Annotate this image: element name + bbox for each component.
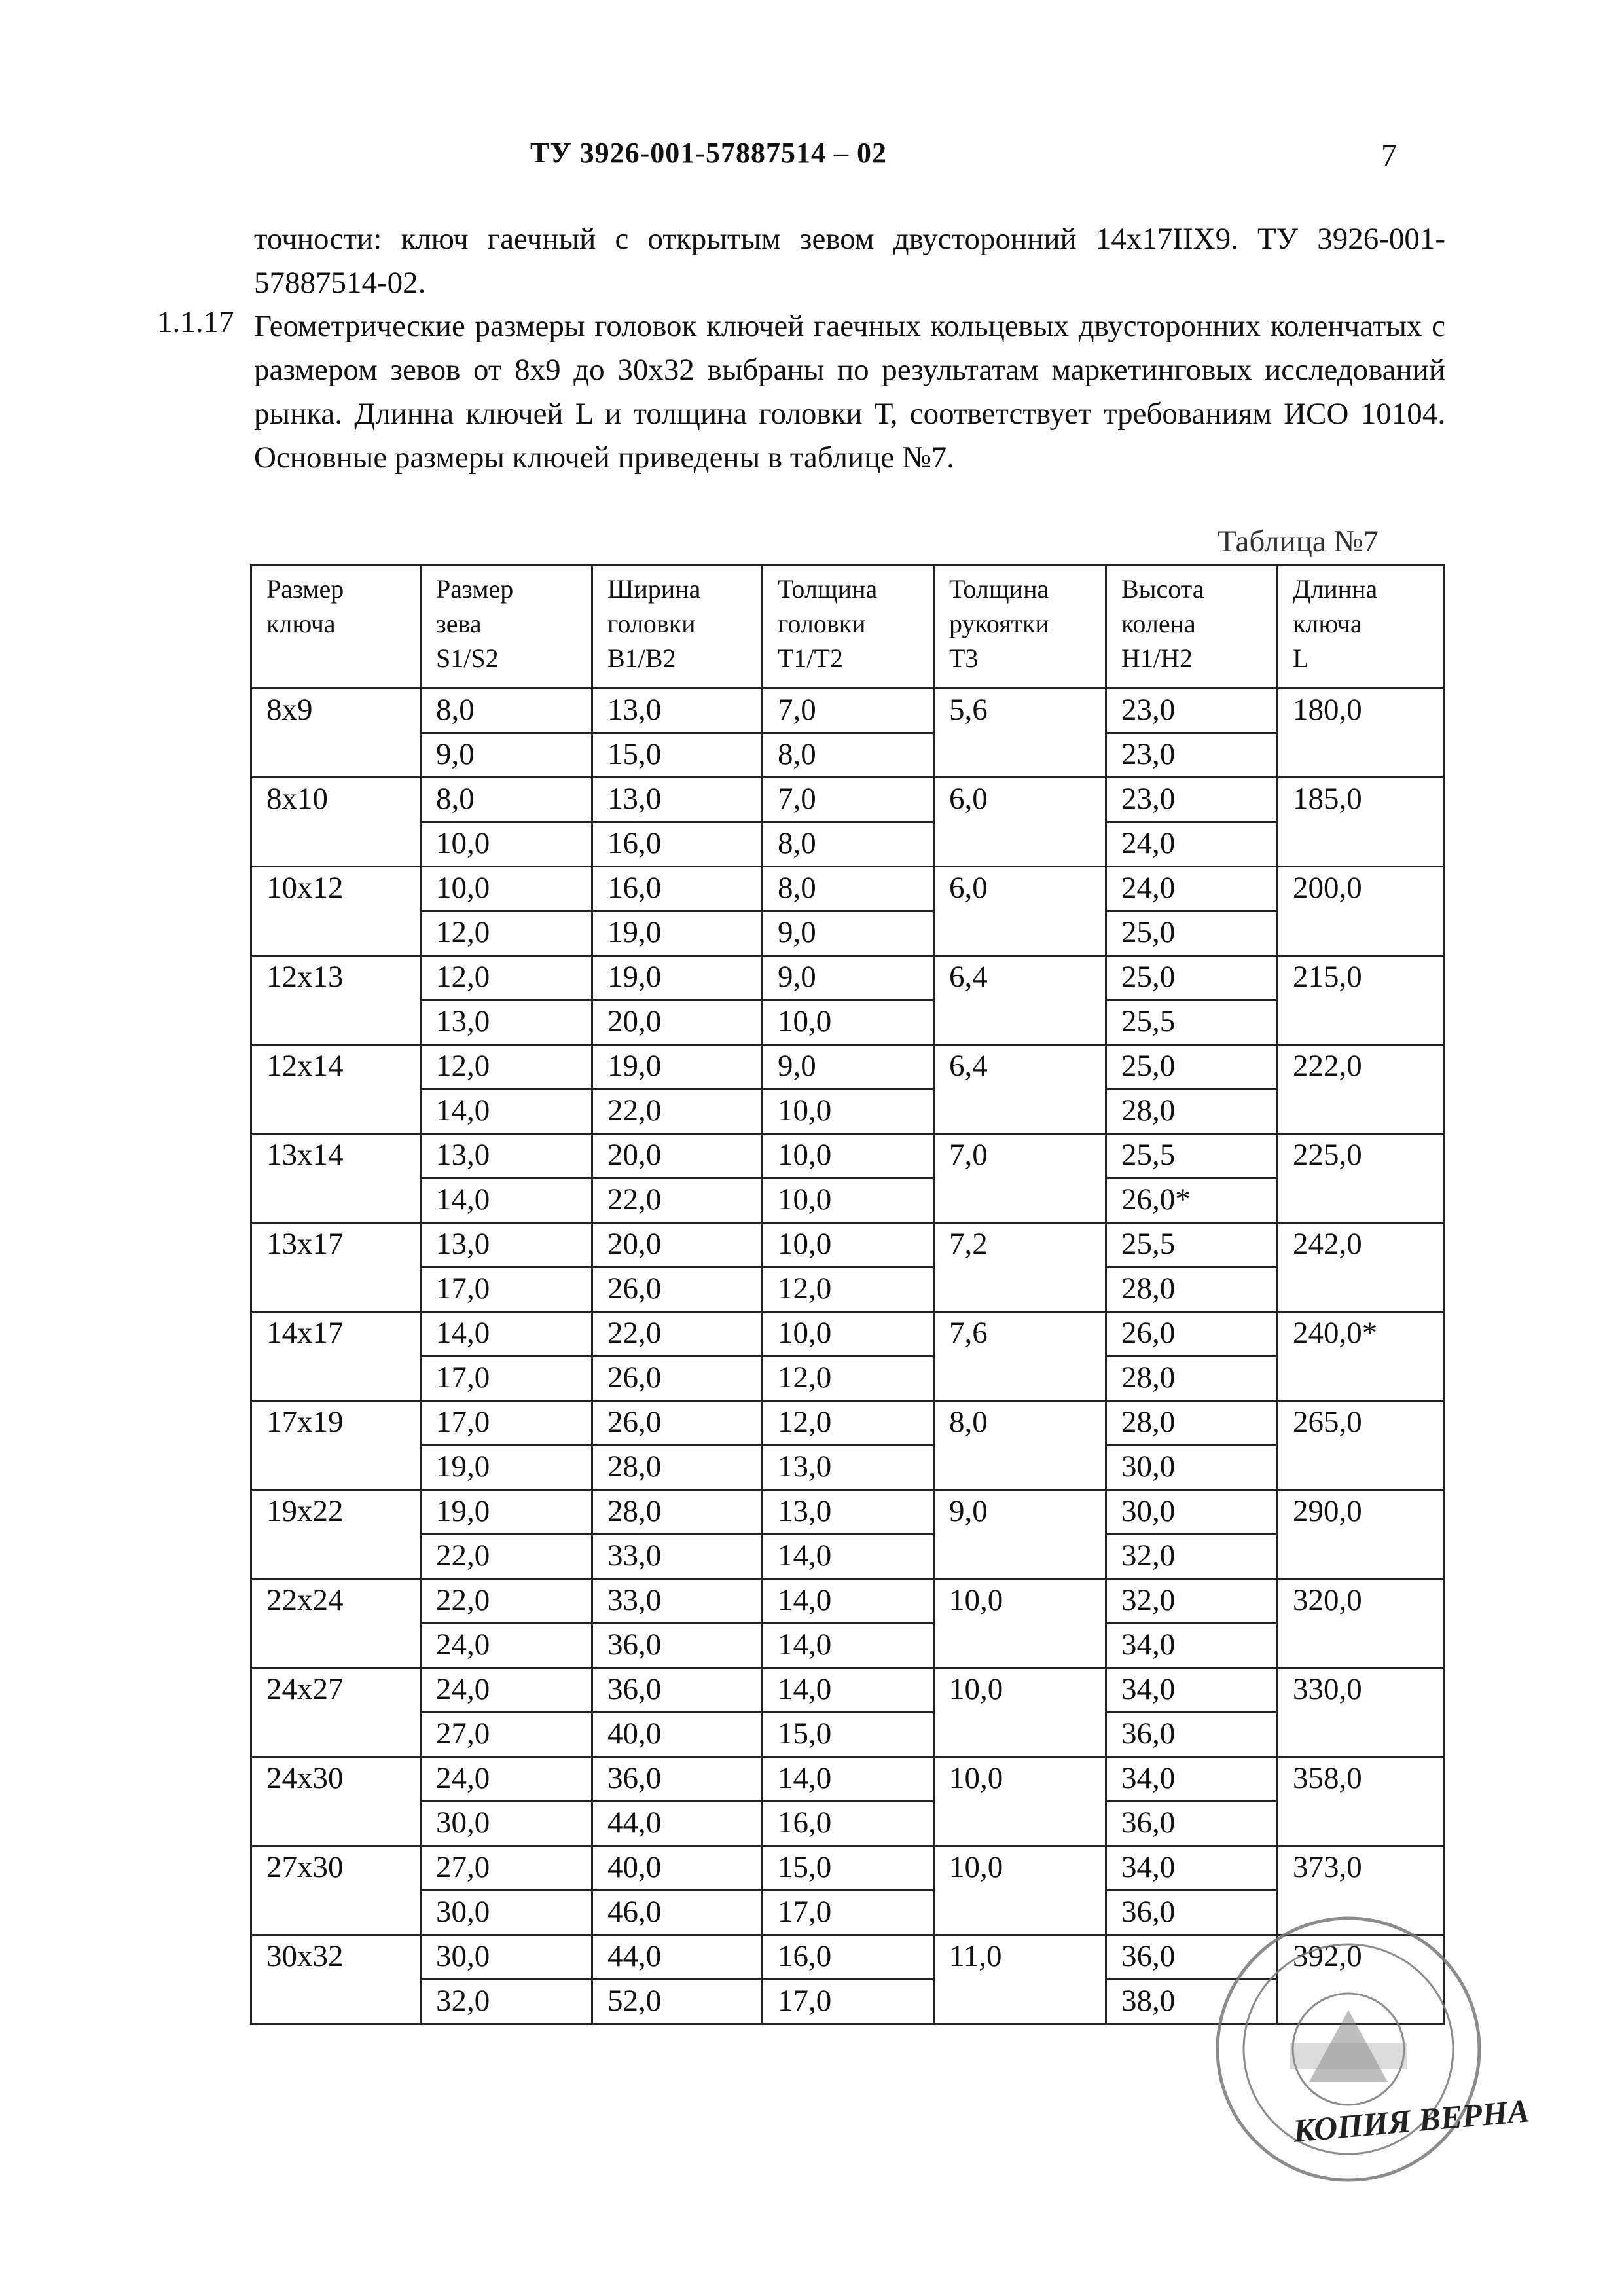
table-cell: 30,0 <box>421 1891 592 1935</box>
table-cell: 13,0 <box>763 1446 934 1490</box>
table-row <box>251 1802 1445 1846</box>
table-cell: 8,0 <box>421 778 592 822</box>
table-row <box>251 689 1445 733</box>
column-header <box>592 566 763 689</box>
table-cell: 12,0 <box>763 1401 934 1446</box>
column-header-line: Размер <box>266 574 344 604</box>
table-row <box>251 1446 1445 1490</box>
column-header <box>1278 566 1445 689</box>
table-cell: 9,0 <box>763 956 934 1000</box>
table-cell: 22,0 <box>421 1579 592 1624</box>
paragraph-continuation: точности: ключ гаечный с открытым зевом двусторонний 14х17IIХ9. ТУ 3926-001-57887514-02. <box>254 222 1445 300</box>
table-cell: 20,0 <box>592 1000 763 1045</box>
table-cell: 392,0 <box>1278 1935 1445 2024</box>
column-header-line: Длинна <box>1293 574 1378 604</box>
table-cell: 13х17 <box>251 1223 421 1312</box>
table-cell: 28,0 <box>592 1490 763 1535</box>
table-cell: 11,0 <box>934 1935 1106 2024</box>
table-cell: 9,0 <box>934 1490 1106 1579</box>
table-cell: 12,0 <box>421 1045 592 1089</box>
table-row <box>251 1357 1445 1401</box>
table-cell: 13,0 <box>421 1223 592 1267</box>
table-row <box>251 1846 1445 1891</box>
table-cell: 8х9 <box>251 689 421 778</box>
table-cell: 10,0 <box>763 1000 934 1045</box>
table-cell: 24,0 <box>1106 867 1278 911</box>
table-cell: 290,0 <box>1278 1490 1445 1579</box>
table-cell: 36,0 <box>1106 1802 1278 1846</box>
table-cell: 33,0 <box>592 1579 763 1624</box>
table-cell: 24,0 <box>1106 822 1278 867</box>
table-row <box>251 1178 1445 1223</box>
table-cell: 30,0 <box>421 1935 592 1980</box>
table-cell: 20,0 <box>592 1223 763 1267</box>
table-cell: 36,0 <box>1106 1891 1278 1935</box>
column-header-line: H1/H2 <box>1121 644 1193 673</box>
column-header <box>763 566 934 689</box>
table-cell: 240,0* <box>1278 1312 1445 1401</box>
company-seal <box>1211 1912 1486 2187</box>
table-cell: 24х30 <box>251 1757 421 1846</box>
table-cell: 46,0 <box>592 1891 763 1935</box>
table-cell: 9,0 <box>763 911 934 956</box>
column-header-line: Толщина <box>949 574 1049 604</box>
table-cell: 7,2 <box>934 1223 1106 1312</box>
table-cell: 8,0 <box>934 1401 1106 1490</box>
table-cell: 15,0 <box>763 1846 934 1891</box>
table-cell: 19,0 <box>592 1045 763 1089</box>
table-cell: 22х24 <box>251 1579 421 1668</box>
table-cell: 28,0 <box>1106 1357 1278 1401</box>
table-cell: 12х13 <box>251 956 421 1045</box>
table-cell: 8,0 <box>763 867 934 911</box>
table-cell: 330,0 <box>1278 1668 1445 1757</box>
table-cell: 28,0 <box>592 1446 763 1490</box>
table-cell: 14,0 <box>421 1312 592 1357</box>
column-header-line: ключа <box>266 609 336 638</box>
table-cell: 30,0 <box>1106 1446 1278 1490</box>
table-row <box>251 1267 1445 1312</box>
table-cell: 225,0 <box>1278 1134 1445 1223</box>
table-cell: 44,0 <box>592 1802 763 1846</box>
table-cell: 20,0 <box>592 1134 763 1178</box>
document-code-header: ТУ 3926-001-57887514 – 02 <box>530 137 887 169</box>
clause-text: Геометрические размеры головок ключей гаечных кольцевых двусторонних коленчатых с размером зевов от 8х9 до 30х32 выбраны по результатам маркетинговых исследований рынка. Длинна ключей L и толщина головки Т, соответствует требованиям ИСО 10104. Основные размеры ключей приведены в таблице №7. <box>254 309 1445 475</box>
table-cell: 10,0 <box>421 867 592 911</box>
table-cell: 34,0 <box>1106 1757 1278 1802</box>
table-cell: 8х10 <box>251 778 421 867</box>
table-cell: 22,0 <box>421 1535 592 1579</box>
column-header-line: Высота <box>1121 574 1204 604</box>
table-row <box>251 1312 1445 1357</box>
table-cell: 28,0 <box>1106 1089 1278 1134</box>
table-row <box>251 1089 1445 1134</box>
column-header-line: B1/B2 <box>607 644 676 673</box>
table-cell: 14х17 <box>251 1312 421 1401</box>
table-cell: 40,0 <box>592 1846 763 1891</box>
table-cell: 25,0 <box>1106 1045 1278 1089</box>
table-cell: 44,0 <box>592 1935 763 1980</box>
clause-number: 1.1.17 <box>157 305 234 339</box>
table-cell: 12,0 <box>763 1357 934 1401</box>
table-cell: 23,0 <box>1106 733 1278 778</box>
table-cell: 24х27 <box>251 1668 421 1757</box>
table-cell: 14,0 <box>763 1624 934 1668</box>
table-cell: 24,0 <box>421 1668 592 1713</box>
table-cell: 24,0 <box>421 1624 592 1668</box>
table-cell: 8,0 <box>763 733 934 778</box>
table-cell: 180,0 <box>1278 689 1445 778</box>
table-row <box>251 1757 1445 1802</box>
table-cell: 17х19 <box>251 1401 421 1490</box>
table-cell: 6,0 <box>934 778 1106 867</box>
table-cell: 36,0 <box>592 1624 763 1668</box>
table-cell: 30,0 <box>1106 1490 1278 1535</box>
column-header <box>421 566 592 689</box>
table-cell: 26,0 <box>592 1357 763 1401</box>
table-cell: 25,5 <box>1106 1223 1278 1267</box>
table-cell: 16,0 <box>592 822 763 867</box>
table-row <box>251 1535 1445 1579</box>
column-header-line: S1/S2 <box>436 644 499 673</box>
table-cell: 8,0 <box>421 689 592 733</box>
table-cell: 16,0 <box>763 1935 934 1980</box>
table-row <box>251 911 1445 956</box>
table-cell: 10,0 <box>763 1178 934 1223</box>
table-cell: 28,0 <box>1106 1401 1278 1446</box>
table-cell: 14,0 <box>763 1579 934 1624</box>
table-cell: 200,0 <box>1278 867 1445 956</box>
table-cell: 13,0 <box>592 778 763 822</box>
table-cell: 17,0 <box>763 1891 934 1935</box>
table-cell: 265,0 <box>1278 1401 1445 1490</box>
table-cell: 22,0 <box>592 1178 763 1223</box>
table-cell: 9,0 <box>421 733 592 778</box>
column-header-line: головки <box>607 609 696 638</box>
table-cell: 13х14 <box>251 1134 421 1223</box>
table-caption: Таблица №7 <box>1218 524 1379 558</box>
table-cell: 14,0 <box>763 1668 934 1713</box>
table-cell: 30,0 <box>421 1802 592 1846</box>
table-cell: 34,0 <box>1106 1846 1278 1891</box>
table-row <box>251 1624 1445 1668</box>
table-cell: 7,0 <box>763 689 934 733</box>
table-cell: 12,0 <box>421 956 592 1000</box>
table-cell: 14,0 <box>421 1089 592 1134</box>
table-cell: 13,0 <box>592 689 763 733</box>
table-header-row <box>251 566 1445 689</box>
table-cell: 17,0 <box>763 1980 934 2024</box>
table-cell: 6,4 <box>934 1045 1106 1134</box>
table-row <box>251 1490 1445 1535</box>
table-cell: 25,0 <box>1106 911 1278 956</box>
column-header-line: T1/T2 <box>778 644 843 673</box>
column-header-line: головки <box>778 609 866 638</box>
table-cell: 27,0 <box>421 1713 592 1757</box>
table-row <box>251 1000 1445 1045</box>
table-cell: 36,0 <box>1106 1713 1278 1757</box>
table-cell: 12,0 <box>763 1267 934 1312</box>
table-cell: 22,0 <box>592 1089 763 1134</box>
table-cell: 17,0 <box>421 1401 592 1446</box>
table-cell: 22,0 <box>592 1312 763 1357</box>
table-row <box>251 822 1445 867</box>
table-cell: 16,0 <box>763 1802 934 1846</box>
table-cell: 10,0 <box>421 822 592 867</box>
table-cell: 27х30 <box>251 1846 421 1935</box>
table-cell: 14,0 <box>763 1757 934 1802</box>
table-cell: 34,0 <box>1106 1668 1278 1713</box>
certified-copy-stamp: КОПИЯ ВЕРНА <box>1291 2092 1531 2149</box>
table-cell: 10,0 <box>934 1846 1106 1935</box>
table-row <box>251 1579 1445 1624</box>
column-header-line: зева <box>436 609 482 638</box>
table-cell: 26,0* <box>1106 1178 1278 1223</box>
table-row <box>251 778 1445 822</box>
column-header-line: колена <box>1121 609 1196 638</box>
table-cell: 26,0 <box>592 1401 763 1446</box>
table-cell: 36,0 <box>592 1757 763 1802</box>
table-cell: 26,0 <box>1106 1312 1278 1357</box>
table-cell: 38,0 <box>1106 1980 1278 2024</box>
table-cell: 13,0 <box>763 1490 934 1535</box>
table-cell: 7,0 <box>763 778 934 822</box>
table-cell: 30х32 <box>251 1935 421 2024</box>
table-row <box>251 733 1445 778</box>
column-header <box>251 566 421 689</box>
table-cell: 19х22 <box>251 1490 421 1579</box>
table-cell: 19,0 <box>592 911 763 956</box>
column-header-line: ключа <box>1293 609 1362 638</box>
table-cell: 33,0 <box>592 1535 763 1579</box>
column-header-line: рукоятки <box>949 609 1049 638</box>
table-cell: 8,0 <box>763 822 934 867</box>
table-row <box>251 1223 1445 1267</box>
table-cell: 185,0 <box>1278 778 1445 867</box>
table-cell: 6,4 <box>934 956 1106 1045</box>
table-cell: 28,0 <box>1106 1267 1278 1312</box>
dimensions-table <box>250 564 1445 2025</box>
table-body <box>251 689 1445 2024</box>
table-cell: 24,0 <box>421 1757 592 1802</box>
table-cell: 25,5 <box>1106 1000 1278 1045</box>
table-cell: 10,0 <box>934 1579 1106 1668</box>
column-header-line: L <box>1293 644 1309 673</box>
table-cell: 13,0 <box>421 1000 592 1045</box>
table-cell: 10,0 <box>763 1134 934 1178</box>
table-cell: 34,0 <box>1106 1624 1278 1668</box>
column-header <box>1106 566 1278 689</box>
table-cell: 26,0 <box>592 1267 763 1312</box>
table-cell: 9,0 <box>763 1045 934 1089</box>
table-row <box>251 1713 1445 1757</box>
table-cell: 19,0 <box>421 1446 592 1490</box>
table-cell: 36,0 <box>592 1668 763 1713</box>
table-cell: 19,0 <box>421 1490 592 1535</box>
table-cell: 36,0 <box>1106 1935 1278 1980</box>
column-header-line: Размер <box>436 574 514 604</box>
table-cell: 5,6 <box>934 689 1106 778</box>
table-cell: 320,0 <box>1278 1579 1445 1668</box>
table-cell: 7,6 <box>934 1312 1106 1401</box>
table-row <box>251 867 1445 911</box>
table-cell: 12,0 <box>421 911 592 956</box>
table-cell: 7,0 <box>934 1134 1106 1223</box>
table-cell: 23,0 <box>1106 778 1278 822</box>
table-cell: 10,0 <box>763 1312 934 1357</box>
table-cell: 10х12 <box>251 867 421 956</box>
column-header <box>934 566 1106 689</box>
table-cell: 10,0 <box>763 1089 934 1134</box>
table-cell: 25,0 <box>1106 956 1278 1000</box>
table-cell: 10,0 <box>934 1668 1106 1757</box>
column-header-line: T3 <box>949 644 979 673</box>
table-row <box>251 1045 1445 1089</box>
table-cell: 32,0 <box>1106 1579 1278 1624</box>
table-row <box>251 1134 1445 1178</box>
column-header-line: Толщина <box>778 574 878 604</box>
table-cell: 12х14 <box>251 1045 421 1134</box>
table-row <box>251 1401 1445 1446</box>
table-cell: 14,0 <box>763 1535 934 1579</box>
table-cell: 17,0 <box>421 1267 592 1312</box>
table-cell: 25,5 <box>1106 1134 1278 1178</box>
table-cell: 19,0 <box>592 956 763 1000</box>
table-cell: 6,0 <box>934 867 1106 956</box>
table-cell: 32,0 <box>421 1980 592 2024</box>
table-cell: 32,0 <box>1106 1535 1278 1579</box>
table-cell: 14,0 <box>421 1178 592 1223</box>
table-cell: 16,0 <box>592 867 763 911</box>
table-cell: 13,0 <box>421 1134 592 1178</box>
table-cell: 17,0 <box>421 1357 592 1401</box>
table-cell: 358,0 <box>1278 1757 1445 1846</box>
table-cell: 10,0 <box>934 1757 1106 1846</box>
table-cell: 215,0 <box>1278 956 1445 1045</box>
table-row <box>251 956 1445 1000</box>
table-cell: 373,0 <box>1278 1846 1445 1935</box>
table-cell: 27,0 <box>421 1846 592 1891</box>
page-number: 7 <box>1381 138 1397 173</box>
table-cell: 15,0 <box>763 1713 934 1757</box>
table-row <box>251 1668 1445 1713</box>
table-cell: 242,0 <box>1278 1223 1445 1312</box>
table-cell: 23,0 <box>1106 689 1278 733</box>
table-cell: 52,0 <box>592 1980 763 2024</box>
table-cell: 222,0 <box>1278 1045 1445 1134</box>
table-cell: 15,0 <box>592 733 763 778</box>
table-cell: 10,0 <box>763 1223 934 1267</box>
table-cell: 40,0 <box>592 1713 763 1757</box>
column-header-line: Ширина <box>607 574 701 604</box>
